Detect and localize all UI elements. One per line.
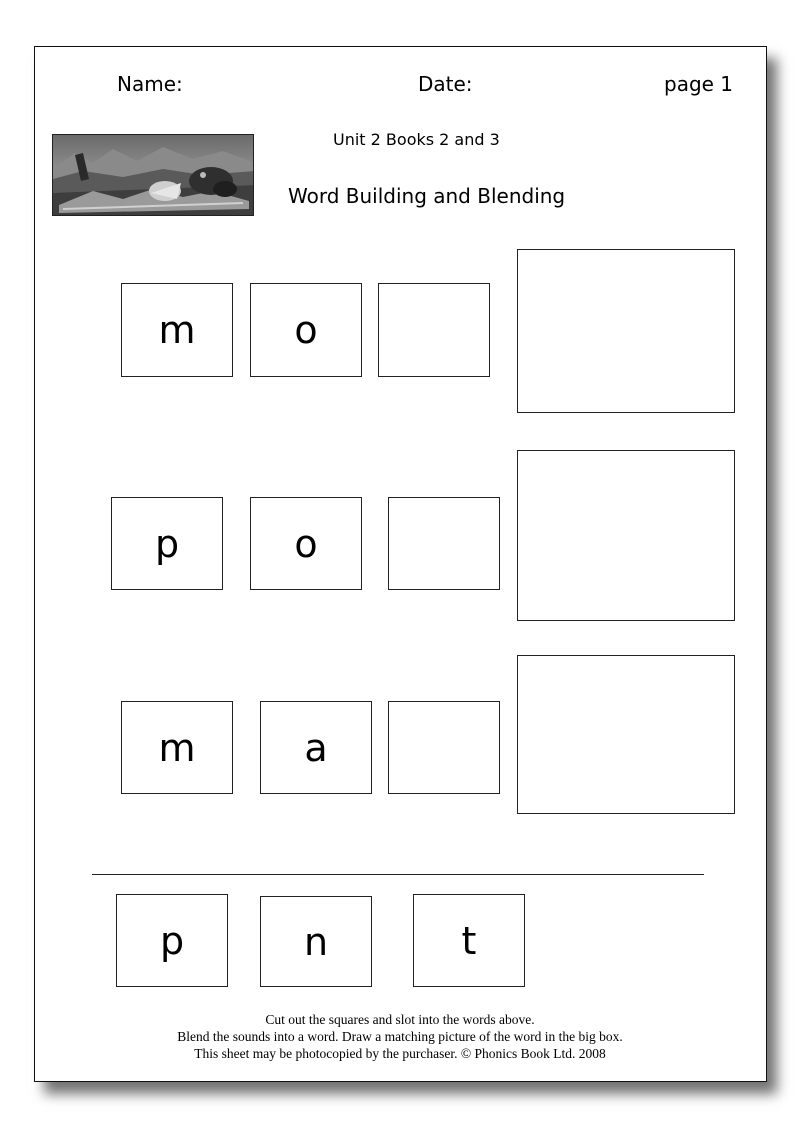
instructions-line: Cut out the squares and slot into the words above. <box>265 1012 535 1027</box>
instructions-line: Blend the sounds into a word. Draw a matching picture of the word in the big box. <box>177 1029 623 1044</box>
cut-line <box>92 874 704 875</box>
letter-box: a <box>260 701 372 794</box>
illustration-image <box>53 135 254 216</box>
empty-letter-slot <box>388 497 500 590</box>
letter-box: o <box>250 283 362 377</box>
date-label: Date: <box>418 72 473 96</box>
name-label: Name: <box>117 72 183 96</box>
letter-box: o <box>250 497 362 590</box>
letter-box: m <box>121 701 233 794</box>
letter-box: p <box>111 497 223 590</box>
empty-letter-slot <box>388 701 500 794</box>
picture-box <box>517 655 735 814</box>
cover-illustration <box>52 134 254 216</box>
letter-box: m <box>121 283 233 377</box>
picture-box <box>517 450 735 621</box>
page-number-label: page 1 <box>664 72 734 96</box>
copyright-line: This sheet may be photocopied by the purchaser. © Phonics Book Ltd. 2008 <box>194 1046 606 1061</box>
unit-title: Unit 2 Books 2 and 3 <box>333 130 500 149</box>
empty-letter-slot <box>378 283 490 377</box>
picture-box <box>517 249 735 413</box>
cutout-letter-box: n <box>260 896 372 987</box>
cutout-letter-box: t <box>413 894 525 987</box>
worksheet-title: Word Building and Blending <box>288 184 566 208</box>
cutout-letter-box: p <box>116 894 228 987</box>
